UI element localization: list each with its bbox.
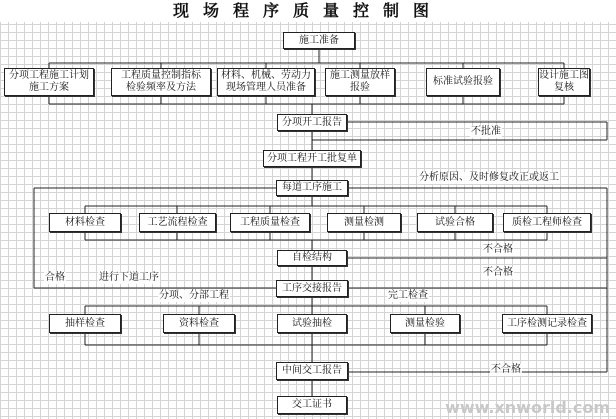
completion-certificate-box: 交工证书 — [277, 396, 347, 414]
process-record-check-box: 工序检测记录检查 — [502, 314, 592, 333]
process-construction-box: 每道工序施工 — [276, 180, 348, 196]
subproject-plan-box: 分项工程施工计划 施工方案 — [4, 68, 94, 96]
test-sampling-box: 试验抽检 — [277, 314, 347, 333]
standard-test-box: 标准试验报验 — [426, 68, 500, 96]
measurement-check-box: 测量检测 — [327, 213, 401, 232]
test-pass-box: 试验合格 — [417, 213, 493, 232]
interim-completion-report-box: 中间交工报告 — [276, 362, 348, 380]
pass-label: 合格 — [45, 272, 65, 283]
document-check-box: 资料检查 — [163, 314, 235, 333]
start-report-box: 分项开工报告 — [277, 114, 347, 131]
materials-mgmt-box: 材料、机械、劳动力 现场管理人员准备 — [217, 68, 315, 96]
quality-index-box: 工程质量控制指标 检验频率及方法 — [111, 68, 211, 96]
fail-label-1: 不合格 — [483, 244, 513, 255]
completion-check-label: 完工检查 — [388, 290, 428, 301]
material-check-box: 材料检查 — [49, 213, 121, 232]
self-check-box: 自检结构 — [277, 250, 347, 266]
next-process-label: 进行下道工序 — [99, 272, 159, 283]
measurement-verify-box: 测量检验 — [390, 314, 460, 333]
fail-label-3: 不合格 — [491, 364, 521, 375]
start-approval-box: 分项工程开工批复单 — [263, 150, 361, 167]
engineering-quality-check-box: 工程质量检查 — [230, 213, 310, 232]
fail-label-2: 不合格 — [483, 267, 513, 278]
sample-check-box: 抽样检查 — [49, 314, 121, 333]
handover-report-box: 工序交接报告 — [276, 280, 348, 297]
survey-stakeout-box: 施工测量放样 报验 — [325, 68, 395, 96]
subproject-label: 分项、分部工程 — [159, 290, 229, 301]
watermark: www.xnworld.com — [445, 398, 610, 417]
diagram-title: 现场程序质量控制图 — [0, 0, 616, 22]
craft-flow-check-box: 工艺流程检查 — [139, 213, 216, 232]
not-approved-label: 不批准 — [471, 126, 501, 137]
design-review-box: 设计施工图 复核 — [538, 68, 590, 96]
qc-engineer-check-box: 质检工程师检查 — [503, 213, 591, 232]
analyze-rework-label: 分析原因、及时修复改正或返工 — [419, 172, 559, 183]
construction-prep-box: 施工准备 — [283, 32, 355, 49]
